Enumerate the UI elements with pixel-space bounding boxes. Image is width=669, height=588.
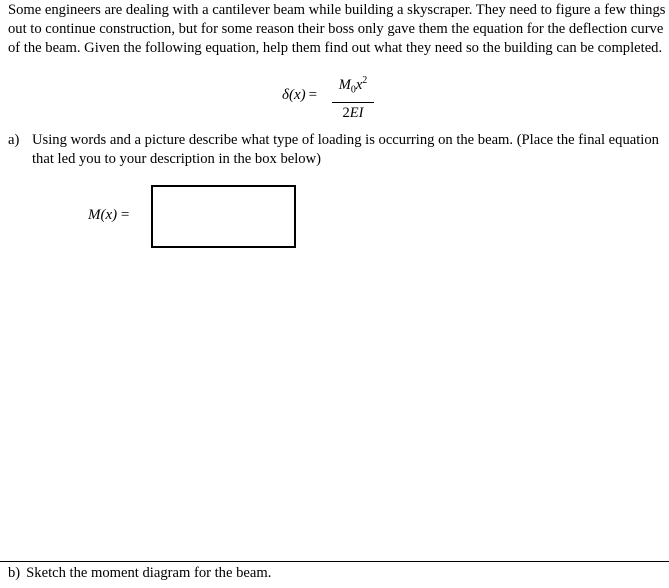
question-part-a xyxy=(8,131,668,169)
question-part-b xyxy=(8,564,271,583)
deflection-equation-fraction xyxy=(332,71,374,123)
fraction-denominator: 2EI xyxy=(342,104,364,121)
problem-intro-paragraph: Some engineers are dealing with a cantilever beam while building a skyscraper. They need to figure a few things out to continue construction, but for some reason their boss only gave them the equation for the deflection curve of the beam. Given the following equation, help them find out what they need so the building can be completed. xyxy=(8,2,666,56)
part-a-label: a) xyxy=(8,132,20,148)
fraction-numerator: $M_0x^2$ xyxy=(338,75,368,96)
moment-answer-box[interactable] xyxy=(151,185,296,248)
deflection-equation-lhs: δ(x) = xyxy=(282,87,318,103)
part-b-text: Sketch the moment diagram for the beam. xyxy=(26,565,272,581)
part-a-text: Using words and a picture describe what type of loading is occurring on the beam. (Place the final equation that led you to your description in the box below) xyxy=(32,132,659,167)
moment-equation-label: M(x) = xyxy=(88,207,130,223)
part-b-label: b) xyxy=(8,565,21,581)
section-divider xyxy=(0,561,669,562)
